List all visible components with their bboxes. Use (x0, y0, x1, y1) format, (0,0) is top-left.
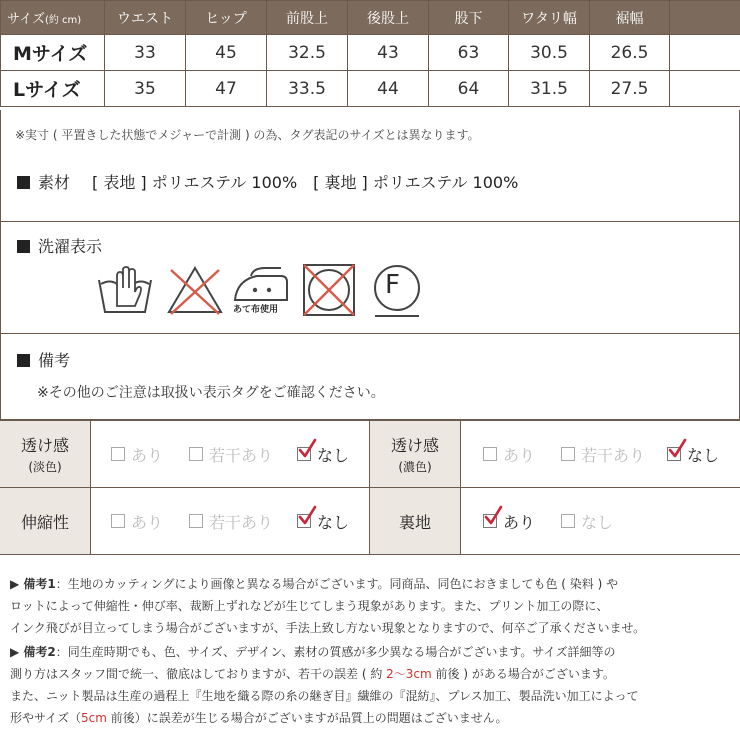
size-table (0, 0, 740, 107)
col-hem: 裾幅 (590, 1, 670, 35)
table-row (1, 35, 740, 71)
checked-checkbox-icon[interactable] (483, 514, 497, 528)
note-text: 前後 ) がある場合がございます。 (431, 667, 615, 681)
col-inseam: 股下 (429, 1, 509, 35)
option-label: あり (131, 445, 164, 465)
remarks-section (0, 334, 740, 420)
hand-wash-icon (95, 262, 155, 320)
remarks-text: ※その他のご注意は取扱い表示タグをご確認ください。 (37, 385, 385, 401)
stretch-options (91, 488, 370, 555)
checked-checkbox-icon[interactable] (297, 447, 311, 461)
option-label: 若干あり (209, 445, 274, 465)
note2-line1 (10, 643, 615, 660)
option-label: なし (317, 512, 350, 532)
material-heading: 素材 (38, 173, 71, 192)
col-empty (670, 1, 740, 35)
note-text: 形やサイズ（ (10, 711, 82, 725)
col-hip: ヒップ (186, 1, 267, 35)
note-highlight: 5cm (81, 711, 107, 725)
sheer-light-options (91, 421, 370, 488)
size-header-cell (1, 1, 105, 35)
option-label: あり (131, 512, 164, 532)
option-label: 若干あり (209, 512, 274, 532)
square-bullet-icon (17, 176, 30, 189)
checkbox-icon[interactable] (483, 447, 497, 461)
sheer-dark-label-cell (370, 421, 461, 488)
table-cell: 27.5 (590, 71, 670, 107)
lining-label-cell (370, 488, 461, 555)
sheer-dark-label: 透け感 (390, 436, 439, 455)
option-item-selected[interactable] (297, 421, 349, 487)
material-section (0, 110, 740, 222)
checkmark-icon (297, 438, 319, 460)
care-heading-row (17, 234, 102, 257)
option-label: 若干あり (581, 445, 646, 465)
square-bullet-icon (17, 240, 30, 253)
note-highlight: 2～3cm (386, 667, 432, 681)
no-tumble-dry-icon (301, 262, 357, 318)
table-cell: 43 (348, 35, 429, 71)
checkbox-icon[interactable] (111, 447, 125, 461)
notes-section (0, 554, 740, 740)
dry-clean-letter: F (385, 270, 400, 300)
features-grid (0, 420, 740, 554)
table-cell: 32.5 (267, 35, 348, 71)
row-label: Lサイズ (1, 71, 105, 107)
material-row (17, 170, 518, 193)
note2-line3: また、ニット製品は生産の過程上『生地を織る際の糸の継ぎ目』繊維の『混紡』、プレス加工、製品洗い加工によって (10, 689, 639, 703)
size-header-unit: (約 cm) (44, 15, 82, 26)
checkbox-icon[interactable] (561, 514, 575, 528)
option-item[interactable] (189, 488, 273, 554)
note-text: 前後）に誤差が生じる場合がございますが品質上の問題はございません。 (106, 711, 508, 725)
sheer-dark-sub: (濃色) (398, 460, 432, 474)
note1-line3: インク飛びが目立ってしまう場合がございますが、手法上致し方ない現象となりますので、何卒ご了承くださいませ。 (10, 621, 646, 635)
remarks-heading-row (17, 348, 70, 371)
note1-label: ▶ 備考1 (10, 577, 56, 591)
lining-label: 裏地 (398, 512, 431, 532)
option-item-selected[interactable] (667, 421, 719, 487)
checked-checkbox-icon[interactable] (297, 514, 311, 528)
col-back-rise: 後股上 (348, 1, 429, 35)
table-cell: 63 (429, 35, 509, 71)
table-cell: 64 (429, 71, 509, 107)
checkbox-icon[interactable] (189, 447, 203, 461)
option-item[interactable] (561, 488, 613, 554)
option-item[interactable] (483, 421, 535, 487)
iron-cloth-label: あて布使用 (233, 305, 279, 315)
care-heading: 洗濯表示 (38, 237, 103, 256)
table-cell: 33.5 (267, 71, 348, 107)
square-bullet-icon (17, 354, 30, 367)
note2-line2 (10, 665, 615, 682)
table-cell: 31.5 (509, 71, 590, 107)
option-label: なし (317, 445, 350, 465)
checkmark-icon (483, 505, 505, 527)
measure-note: ※実寸 ( 平置きした状態でメジャーで計測 ) の為、タグ表記のサイズとは異なります。 (15, 128, 480, 142)
size-header-label: サイズ (7, 12, 45, 27)
table-row (1, 71, 740, 107)
option-item[interactable] (561, 421, 645, 487)
note1-line2: ロットによって伸縮性・伸び率、裁断上ずれなどが生じてしまう現象があります。また、プリント加工の際に、 (10, 599, 609, 613)
checked-checkbox-icon[interactable] (667, 447, 681, 461)
checkbox-icon[interactable] (111, 514, 125, 528)
option-item[interactable] (111, 488, 163, 554)
checkbox-icon[interactable] (561, 447, 575, 461)
table-cell: 30.5 (509, 35, 590, 71)
remarks-heading: 備考 (38, 351, 71, 370)
table-cell (670, 35, 740, 71)
size-table-header (1, 1, 740, 35)
stretch-label-cell (0, 488, 91, 555)
table-cell: 26.5 (590, 35, 670, 71)
sheer-dark-options (461, 421, 740, 488)
sheer-light-label-cell (0, 421, 91, 488)
stretch-label: 伸縮性 (20, 512, 69, 532)
note-text: ：同生産時期でも、色、サイズ、デザイン、素材の質感が多少異なる場合がございます。サイズ詳細等の (55, 645, 616, 659)
sheer-light-sub: (淡色) (28, 460, 62, 474)
option-item-selected[interactable] (483, 488, 535, 554)
option-item[interactable] (189, 421, 273, 487)
table-cell (670, 71, 740, 107)
table-cell: 33 (105, 35, 186, 71)
col-thigh: ワタリ幅 (509, 1, 590, 35)
option-label: なし (687, 445, 720, 465)
no-bleach-icon (165, 262, 225, 320)
material-text: [ 表地 ] ポリエステル 100% [ 裏地 ] ポリエステル 100% (92, 173, 519, 192)
option-label: あり (503, 512, 536, 532)
checkmark-icon (667, 438, 689, 460)
option-item-selected[interactable] (297, 488, 349, 554)
table-cell: 44 (348, 71, 429, 107)
sheer-light-label: 透け感 (20, 436, 69, 455)
note2-label: ▶ 備考2 (10, 645, 56, 659)
note-text: ：生地のカッティングにより画像と異なる場合がございます。同商品、同色におきましても色 ( 染料 ) や (55, 577, 619, 591)
col-waist: ウエスト (105, 1, 186, 35)
lining-options (461, 488, 740, 555)
table-cell: 47 (186, 71, 267, 107)
checkbox-icon[interactable] (189, 514, 203, 528)
option-label: なし (581, 512, 614, 532)
note1-line1 (10, 575, 618, 592)
row-label: Mサイズ (1, 35, 105, 71)
note-text: 測り方はスタッフ間で統一、徹底はしておりますが、若干の誤差 ( 約 (10, 667, 387, 681)
option-item[interactable] (111, 421, 163, 487)
option-label: あり (503, 445, 536, 465)
col-front-rise: 前股上 (267, 1, 348, 35)
table-cell: 45 (186, 35, 267, 71)
table-cell: 35 (105, 71, 186, 107)
note2-line4 (10, 709, 508, 726)
checkmark-icon (297, 505, 319, 527)
